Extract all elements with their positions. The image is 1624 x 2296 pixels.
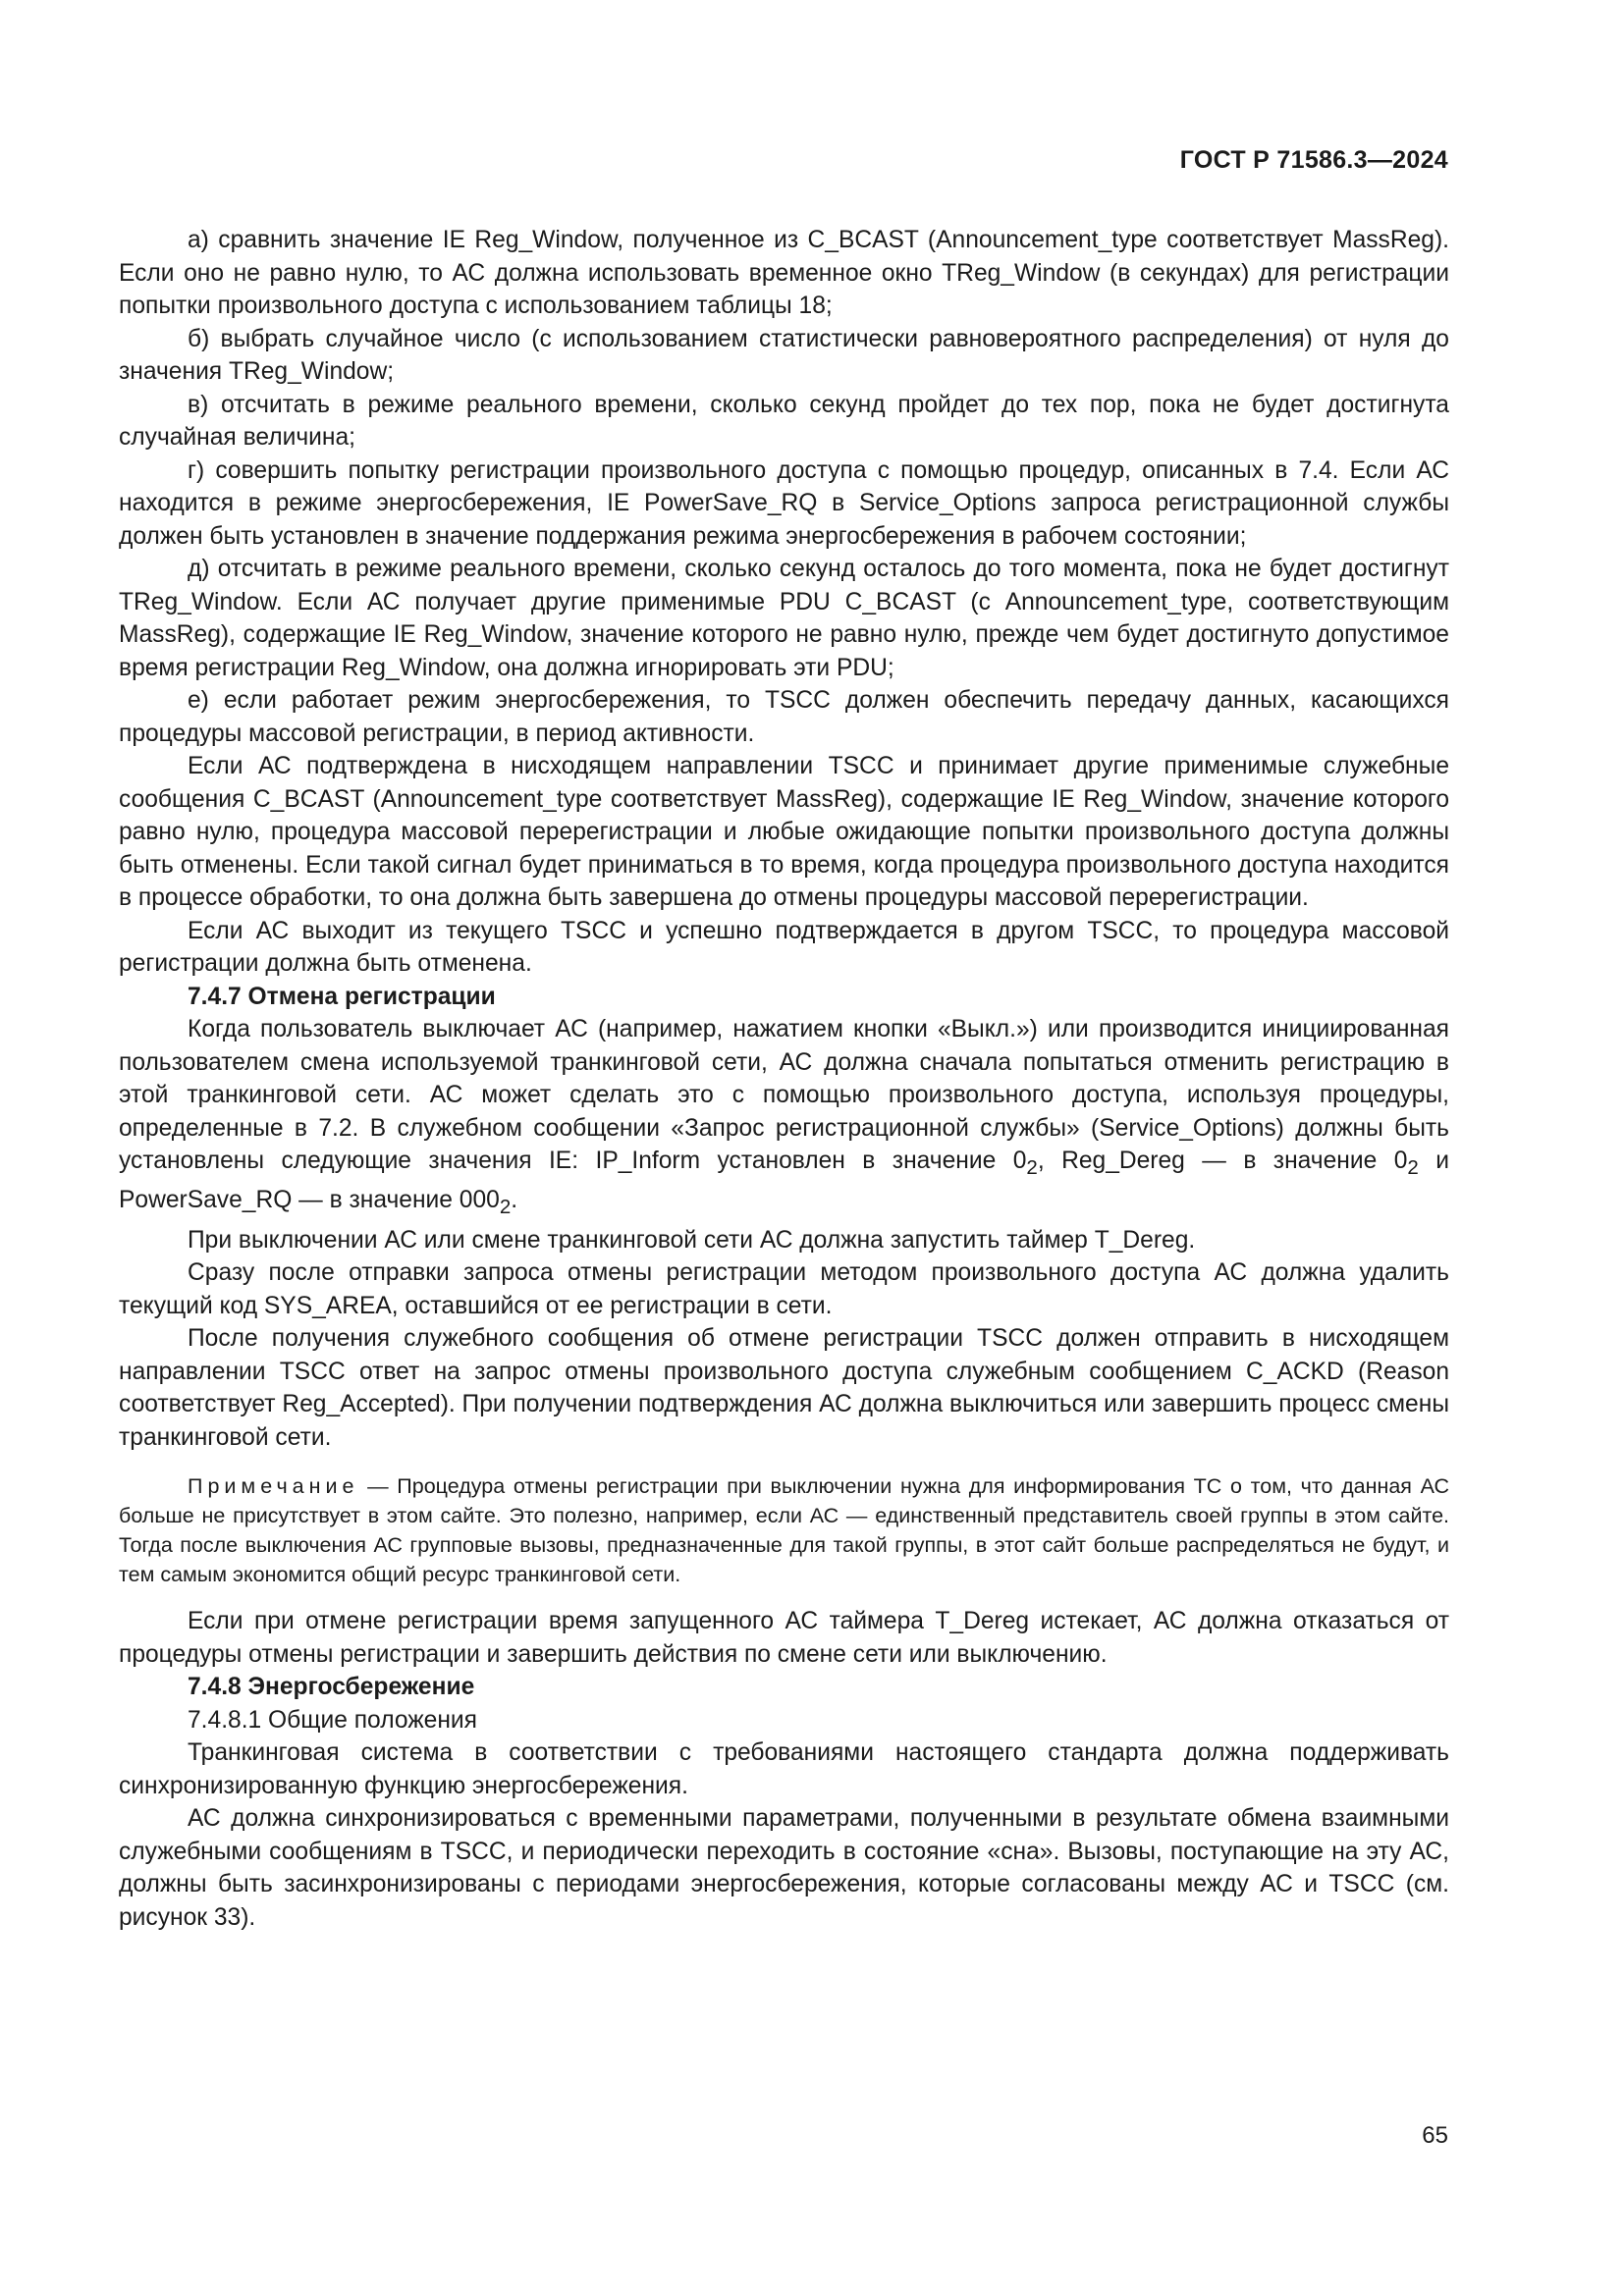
paragraph: Сразу после отправки запроса отмены регистрации методом произвольного доступа АС должна удалить текущий код SYS_AREA, оставшийся от ее регистрации в сети. (119, 1259, 1449, 1319)
note-label: Примечание (188, 1474, 359, 1499)
subscript: 2 (1407, 1155, 1419, 1179)
text-run: , Reg_Dereg — в значение 0 (1037, 1148, 1408, 1174)
paragraph: Если при отмене регистрации время запущенного АС таймера T_Dereg истекает, АС должна отказаться от процедуры отмены регистрации и завершить действия по смене сети или выключению. (119, 1608, 1449, 1668)
text-run: . (511, 1187, 518, 1214)
page-body (119, 224, 1449, 1934)
document-id-header: ГОСТ Р 71586.3—2024 (1179, 146, 1448, 174)
text-run: Когда пользователь выключает АС (например, нажатием кнопки «Выкл.») или производится инициированная пользователем смена используемой транкинговой сети, АС должна сначала попытаться отменить регистрацию в этой транкинговой сети. АС может сделать это с помощью произвольного доступа, используя процедуры, определенные в 7.2. В служебном сообщении «Запрос регистрационной службы» (Service_Options) должны быть установлены следующие значения IE: IP_Inform установлен в значение 0 (119, 1016, 1449, 1174)
note (119, 1471, 1449, 1589)
paragraph: Если АС подтверждена в нисходящем направлении TSCC и принимает другие применимые служебные сообщения C_BCAST (Announcement_type соответствует MassReg), содержащие IE Reg_Window, значение которого равно нулю, процедура массовой перерегистрации и любые ожидающие попытки произвольного доступа должны быть отменены. Если такой сигнал будет приниматься в то время, когда процедура произвольного доступа находится в процессе обработки, то она должна быть завершена до отмены процедуры массовой перерегистрации. (119, 753, 1449, 911)
paragraph: АС должна синхронизироваться с временными параметрами, полученными в результате обмена взаимными служебными сообщениям в TSCC, и периодически переходить в состояние «сна». Вызовы, поступающие на эту АС, должны быть засинхронизированы с периодами энергосбережения, которые согласованы между АС и TSCC (см. рисунок 33). (119, 1805, 1449, 1931)
list-item-a: а) сравнить значение IE Reg_Window, полученное из C_BCAST (Announcement_type соответствует MassReg). Если оно не равно нулю, то АС должна использовать временное окно TReg_Window (в секундах) для регистрации попытки произвольного доступа с использованием таблицы 18; (119, 227, 1449, 319)
page-number: 65 (1422, 2122, 1448, 2149)
subscript: 2 (499, 1196, 512, 1219)
note-text: — Процедура отмены регистрации при выключении нужна для информирования ТС о том, что данная АС больше не присутствует в этом сайте. Это полезно, например, если АС — единственный представитель своей группы в этом сайте. Тогда после выключения АС групповые вызовы, предназначенные для такой группы, в этот сайт больше распределяться не будут, и тем самым экономится общий ресурс транкинговой сети. (119, 1474, 1449, 1587)
subscript: 2 (1026, 1155, 1038, 1179)
paragraph-deregistration (119, 1013, 1449, 1224)
list-item-g: г) совершить попытку регистрации произвольного доступа с помощью процедур, описанных в 7.4. Если АС находится в режиме энергосбережения, IE PowerSave_RQ в Service_Options запроса регистрационной службы должен быть установлен в значение поддержания режима энергосбережения в рабочем состоянии; (119, 456, 1449, 550)
paragraph: Если АС выходит из текущего TSCC и успешно подтверждается в другом TSCC, то процедура массовой регистрации должна быть отменена. (119, 917, 1449, 977)
paragraph: После получения служебного сообщения об отмене регистрации TSCC должен отправить в нисходящем направлении TSCC ответ на запрос отмены произвольного доступа служебным сообщением C_ACKD (Reason соответствует Reg_Accepted). При получении подтверждения АС должна выключиться или завершить процесс смены транкинговой сети. (119, 1325, 1449, 1451)
list-item-e: е) если работает режим энергосбережения, то TSCC должен обеспечить передачу данных, касающихся процедуры массовой регистрации, в период активности. (119, 687, 1449, 747)
list-item-v: в) отсчитать в режиме реального времени, сколько секунд пройдет до тех пор, пока не будет достигнута случайная величина; (119, 391, 1449, 451)
section-heading-7-4-7: 7.4.7 Отмена регистрации (188, 983, 496, 1010)
list-item-b: б) выбрать случайное число (с использованием статистически равновероятного распределения) от нуля до значения TReg_Window; (119, 325, 1449, 385)
list-item-d: д) отсчитать в режиме реального времени, сколько секунд осталось до того момента, пока не будет достигнут TReg_Window. Если АС получает другие применимые PDU C_BCAST (с Announcement_type, соответствующим MassReg), содержащие IE Reg_Window, значение которого не равно нулю, прежде чем будет достигнуто допустимое время регистрации Reg_Window, она должна игнорировать эти PDU; (119, 556, 1449, 681)
section-heading-7-4-8: 7.4.8 Энергосбережение (188, 1674, 475, 1701)
subsection-heading-7-4-8-1: 7.4.8.1 Общие положения (188, 1706, 477, 1734)
paragraph: Транкинговая система в соответствии с требованиями настоящего стандарта должна поддерживать синхронизированную функцию энергосбережения. (119, 1739, 1449, 1799)
paragraph: При выключении АС или смене транкинговой сети АС должна запустить таймер T_Dereg. (188, 1226, 1196, 1254)
text-run: и PowerSave_RQ — в значение 000 (119, 1148, 1449, 1214)
